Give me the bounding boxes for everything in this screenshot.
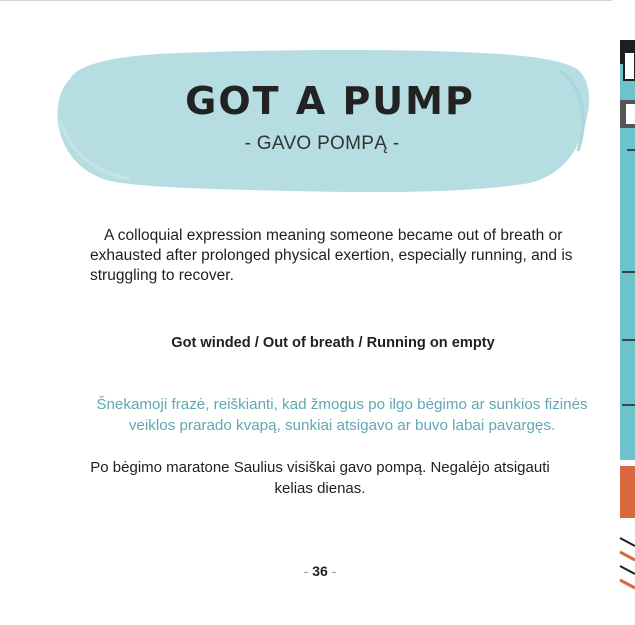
next-page-edge-illustration	[612, 0, 635, 625]
page-title: GOT A PUMP	[185, 79, 475, 123]
page-number-value: 36	[312, 563, 328, 579]
lithuanian-definition: Šnekamoji frazė, reiškianti, kad žmogus po ilgo bėgimo ar sunkios fizinės veiklos prarado kvapą, sunkiai atsigavo ar buvo labai pavargęs.	[96, 396, 588, 434]
page-number-dash-right: -	[331, 563, 337, 579]
synonyms-line: Got winded / Out of breath / Running on empty	[171, 335, 495, 351]
english-definition: A colloquial expression meaning someone became out of breath or exhausted after prolonged physical exertion, especially running, and is struggling to recover.	[90, 227, 573, 284]
page-number	[0, 563, 635, 579]
page-number-dash-left: -	[303, 563, 309, 579]
page-subtitle: - GAVO POMPĄ -	[244, 133, 400, 154]
example-sentence: Po bėgimo maratone Saulius visiškai gavo pompą. Negalėjo atsigauti kelias dienas.	[90, 459, 550, 497]
